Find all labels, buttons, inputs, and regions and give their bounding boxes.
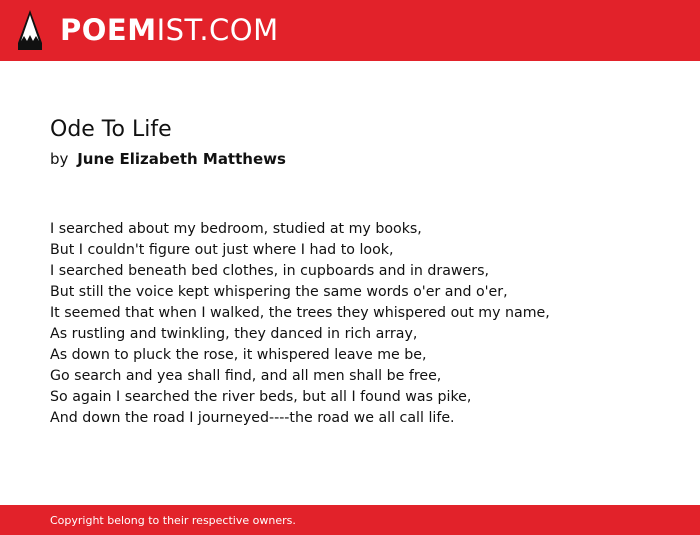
site-logo-link[interactable] bbox=[17, 9, 279, 51]
poem-line: So again I searched the river beds, but all I found was pike, bbox=[50, 389, 472, 405]
site-header bbox=[0, 0, 700, 61]
poem-line: I searched about my bedroom, studied at my books, bbox=[50, 221, 422, 237]
poem-body bbox=[50, 219, 550, 429]
site-logo-wordmark bbox=[60, 12, 279, 47]
copyright-notice: Copyright belong to their respective owners. bbox=[50, 514, 296, 527]
pencil-tip-icon bbox=[17, 9, 43, 51]
poem-line: I searched beneath bed clothes, in cupboards and in drawers, bbox=[50, 263, 490, 279]
poem-line: Go search and yea shall find, and all men shall be free, bbox=[50, 368, 442, 384]
by-label: by bbox=[50, 150, 69, 168]
author-link[interactable]: June Elizabeth Matthews bbox=[77, 150, 286, 168]
poem-byline bbox=[50, 150, 286, 168]
site-footer bbox=[0, 505, 700, 535]
poem-line: As rustling and twinkling, they danced in rich array, bbox=[50, 326, 418, 342]
poem-title: Ode To Life bbox=[50, 117, 172, 142]
poem-line: But I couldn't figure out just where I had to look, bbox=[50, 242, 394, 258]
logo-wordmark-light: IST.COM bbox=[156, 12, 279, 47]
poem-line: It seemed that when I walked, the trees they whispered out my name, bbox=[50, 305, 550, 321]
poem-line: But still the voice kept whispering the same words o'er and o'er, bbox=[50, 284, 508, 300]
logo-wordmark-bold: POEM bbox=[60, 12, 157, 47]
poem-line: And down the road I journeyed----the road we all call life. bbox=[50, 410, 455, 426]
poem-line: As down to pluck the rose, it whispered leave me be, bbox=[50, 347, 427, 363]
